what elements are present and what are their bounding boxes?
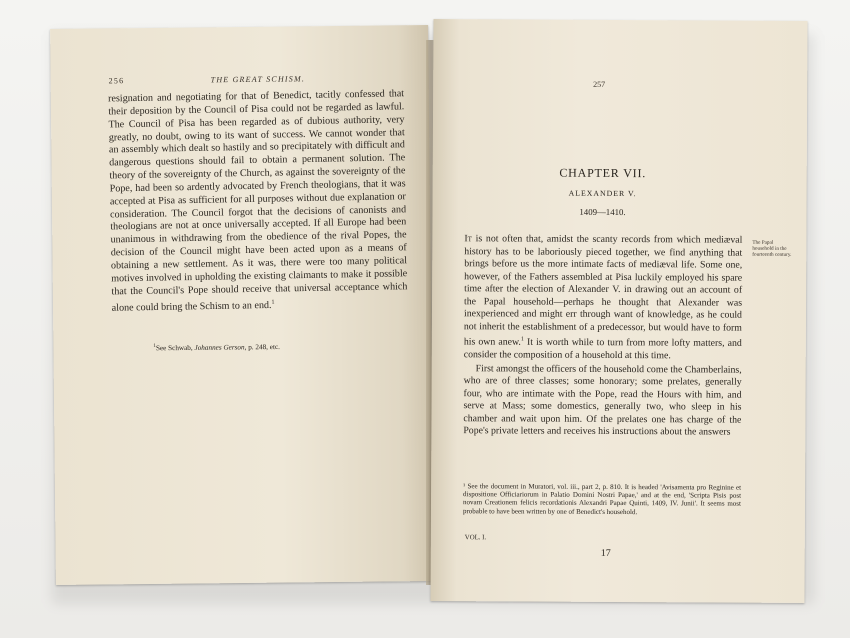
- volume-signature: VOL. I.: [464, 534, 487, 542]
- right-footnote-ref: 1: [520, 336, 524, 343]
- left-body-text: [108, 88, 408, 315]
- left-page-header: [108, 73, 399, 86]
- left-footnote-tail: , p. 248, etc.: [244, 342, 280, 352]
- left-footnote-text: See Schwab,: [155, 343, 195, 353]
- right-paragraph-1-text: is not often that, amidst the scanty records from which mediæval history has to be laboriously pieced together, we find anything that brings before us the more intimate facts of mediæval life. Some one, however, of the Fathers assembled at Pisa luckily employed his spare time after the election of Alexander V. in drawing out an account of the Papal household—perhaps he thought that Alexander was inexperienced and might err through want of knowledge, as he could not inherit the establishment of a predecessor, but would have to form his own anew.: [463, 233, 743, 349]
- left-footnote: [153, 341, 413, 352]
- right-paragraph-1-tail: It is worth while to turn from more lofty matters, and consider the composition of a household at this time.: [463, 337, 742, 362]
- chapter-subtitle: ALEXANDER V.: [568, 188, 637, 199]
- right-footnote: [462, 482, 742, 542]
- right-paragraph-2: First amongst the officers of the household come the Chamberlains, who are of three classes; some honorary; some prelates, generally four, who are intimate with the Pope, read the Hours with him, and serve at Mass; some domestics, generally two, who sleep in his chamber and wait upon him. Of the prelates one has charge of the Pope's private letters and receives his instructions about the answers: [463, 362, 742, 439]
- right-paragraph-1: [464, 233, 743, 363]
- right-page-content: [450, 19, 793, 603]
- left-page: [50, 25, 434, 585]
- left-paragraph-text: resignation and negotiating for that of Benedict, tacitly confessed that their deposition by the Council of Pisa could not be regarded as lawful. The Council of Pisa has been regarded as of dubious authority, very greatly, no doubt, owing to its want of success. We cannot wonder that an assembly which dealt so hastily and so precipitately with difficult and dangerous questions should fail to obtain a permanent solution. The theory of the sovereignty of the Church, as against the sovereignty of the Pope, had been so ardently advocated by French theologians, that it was accepted at Pisa as sufficient for all purposes without due explanation or consideration. The Council forgot that the decisions of canonists and theologians are not at once universally accepted. If all Europe had been unanimous in withdrawing from the obedience of the rival Popes, the decision of the Council might have been acted upon as a means of obtaining a new settlement. As it was, there were too many political motives involved in upholding the existing claimants to make it possible that the Council's Pope should receive that universal acceptance which alone could bring the Schism to an end.: [108, 88, 408, 314]
- left-footnote-italic: Johannes Gerson: [194, 343, 245, 352]
- right-page-number: 257: [593, 79, 606, 89]
- drop-cap: It: [464, 233, 472, 245]
- left-page-number: 256: [108, 76, 125, 86]
- right-body-text: [463, 233, 742, 439]
- chapter-dates: 1409—1410.: [579, 206, 626, 218]
- chapter-title: CHAPTER VII.: [559, 165, 647, 181]
- right-footnote-text: ¹ See the document in Muratori, vol. iii., part 2, p. 810. It is headed 'Avisamenta pro Reginine et dispositione Officiariorum in Palatio Domini Nostri Papae,' and at the end, 'Scripta Pisis post novam Creationem felicis recordationis Alexandri Papae Quinti, 1409, IV. Junii'. It seems most probable to have been written by one of Benedict's household.: [462, 482, 742, 516]
- left-footnote-ref: 1: [271, 299, 275, 306]
- left-footnote-marker: 1: [153, 343, 156, 349]
- left-running-title: THE GREAT SCHISM.: [210, 74, 306, 85]
- right-page: [430, 19, 807, 603]
- bottom-signature-number: 17: [600, 547, 611, 559]
- side-note: The Papal household in the fourteenth century.: [752, 239, 792, 258]
- left-paragraph: [108, 88, 408, 315]
